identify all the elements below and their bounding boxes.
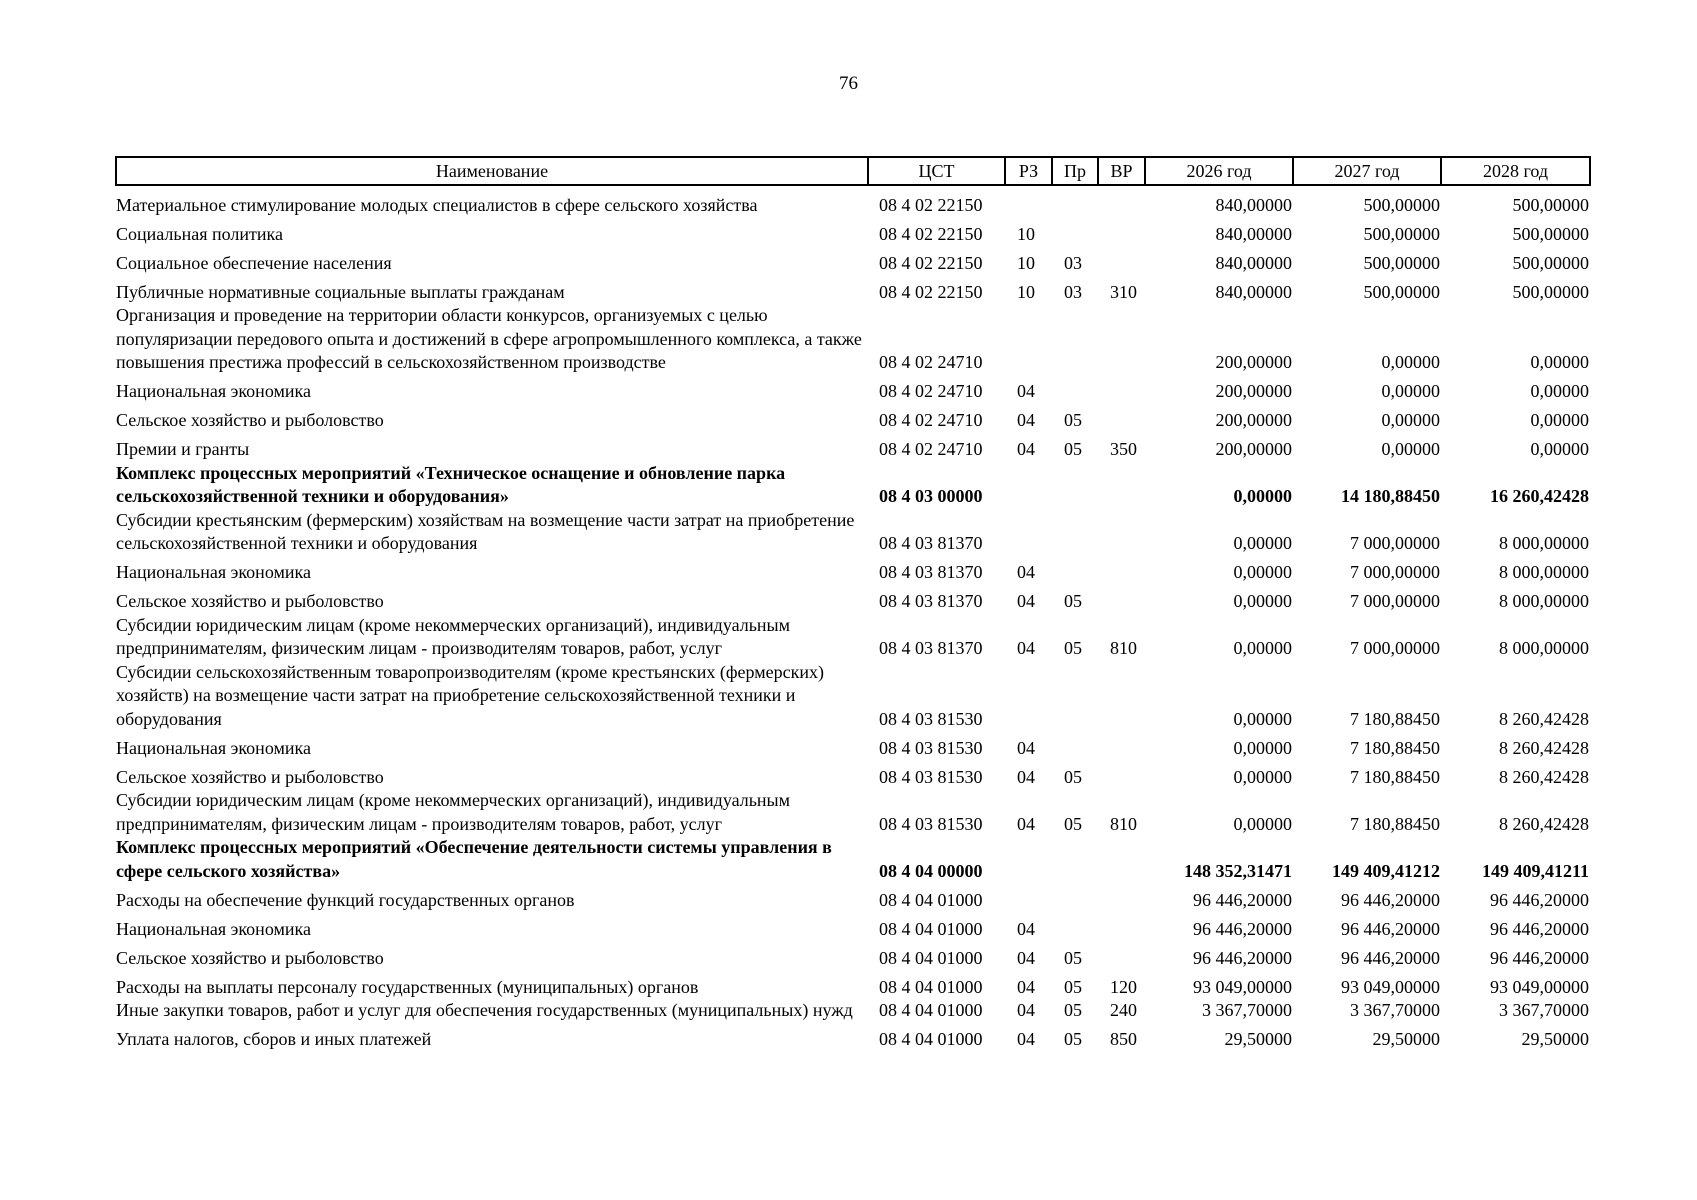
cell-2028: 8 260,42428 — [1499, 813, 1589, 834]
cell-vr — [1098, 760, 1145, 789]
cell-2026: 29,50000 — [1224, 1029, 1292, 1049]
cell-name: Публичные нормативные социальные выплаты гражданам — [116, 281, 565, 302]
cell-2026: 148 352,31471 — [1184, 860, 1292, 881]
table-row — [116, 883, 1590, 912]
cell-cst: 08 4 02 22150 — [879, 281, 983, 302]
cell-cst: 08 4 02 24710 — [879, 410, 983, 430]
cell-2026: 840,00000 — [1215, 194, 1292, 215]
cell-cst: 08 4 03 81370 — [879, 562, 983, 582]
cell-2028: 8 260,42428 — [1499, 737, 1589, 758]
header-rz: РЗ — [1005, 157, 1052, 185]
cell-name: Сельское хозяйство и рыболовство — [116, 766, 384, 787]
page-number: 76 — [839, 73, 858, 94]
cell-rz: 04 — [1017, 1000, 1035, 1020]
cell-vr: 350 — [1110, 439, 1137, 459]
cell-rz: 04 — [1017, 947, 1035, 968]
cell-2027: 0,00000 — [1381, 439, 1440, 459]
cell-pr: 05 — [1064, 1029, 1082, 1049]
cell-2026: 0,00000 — [1233, 486, 1292, 506]
cell-vr — [1098, 661, 1145, 732]
cell-rz: 04 — [1017, 1029, 1035, 1049]
cell-rz — [1005, 509, 1052, 556]
cell-name: Расходы на обеспечение функций государственных органов — [116, 889, 575, 910]
cell-cst: 08 4 04 01000 — [879, 1029, 983, 1049]
table-row — [116, 941, 1590, 970]
cell-2028: 500,00000 — [1512, 194, 1589, 215]
table-row — [116, 999, 1590, 1023]
cell-vr — [1098, 185, 1145, 217]
cell-rz: 04 — [1017, 737, 1035, 758]
cell-pr — [1052, 661, 1098, 732]
cell-vr — [1098, 941, 1145, 970]
header-vr: ВР — [1098, 157, 1145, 185]
cell-2026: 3 367,70000 — [1202, 1000, 1292, 1020]
table-row — [116, 404, 1590, 433]
cell-2026: 96 446,20000 — [1193, 889, 1292, 910]
cell-name: Субсидии крестьянским (фермерским) хозяйствам на возмещение части затрат на приобретение сельскохозяйственной техники и оборудования — [116, 509, 855, 553]
cell-name: Комплекс процессных мероприятий «Техническое оснащение и обновление парка сельскохозяйственной техники и оборудования» — [116, 462, 786, 506]
cell-2027: 0,00000 — [1381, 381, 1440, 401]
table-row — [116, 246, 1590, 275]
cell-name: Расходы на выплаты персоналу государственных (муниципальных) органов — [116, 976, 699, 997]
cell-name: Организация и проведение на территории области конкурсов, организуемых с целью популяризации передового опыта и достижений в сфере агропромышленного комплекса, а также повышения престижа профессий в сельскохозяйственном производстве — [116, 305, 862, 372]
cell-2028: 29,50000 — [1521, 1029, 1589, 1049]
table-row — [116, 462, 1590, 509]
cell-pr: 05 — [1064, 813, 1082, 834]
cell-2027: 29,50000 — [1372, 1029, 1440, 1049]
cell-pr — [1052, 731, 1098, 760]
cell-2026: 200,00000 — [1215, 410, 1292, 430]
cell-name: Социальная политика — [116, 223, 283, 244]
cell-cst: 08 4 03 81530 — [879, 737, 983, 758]
cell-cst: 08 4 02 24710 — [879, 352, 983, 372]
cell-pr: 05 — [1064, 591, 1082, 611]
cell-rz: 04 — [1017, 638, 1035, 658]
cell-2028: 8 260,42428 — [1499, 766, 1589, 787]
cell-2028: 93 049,00000 — [1490, 976, 1589, 997]
table-row — [116, 217, 1590, 246]
cell-2027: 500,00000 — [1363, 223, 1440, 244]
cell-2028: 8 000,00000 — [1499, 638, 1589, 658]
cell-vr — [1098, 556, 1145, 585]
cell-vr — [1098, 585, 1145, 614]
cell-cst: 08 4 02 24710 — [879, 381, 983, 401]
cell-2027: 500,00000 — [1363, 252, 1440, 273]
cell-vr — [1098, 731, 1145, 760]
cell-cst: 08 4 03 81370 — [879, 638, 983, 658]
cell-pr: 03 — [1064, 281, 1082, 302]
cell-vr: 810 — [1110, 638, 1137, 658]
cell-rz: 04 — [1017, 591, 1035, 611]
cell-name: Иные закупки товаров, работ и услуг для обеспечения государственных (муниципальных) нужд — [116, 1000, 853, 1020]
cell-vr: 850 — [1110, 1029, 1137, 1049]
table-body — [116, 185, 1590, 1052]
table-row — [116, 912, 1590, 941]
cell-vr — [1098, 912, 1145, 941]
cell-rz — [1005, 462, 1052, 509]
cell-2026: 200,00000 — [1215, 381, 1292, 401]
cell-name: Комплекс процессных мероприятий «Обеспечение деятельности системы управления в сфере сельского хозяйства» — [116, 837, 832, 881]
cell-pr: 05 — [1064, 439, 1082, 459]
cell-2027: 500,00000 — [1363, 194, 1440, 215]
table-row — [116, 836, 1590, 883]
cell-vr — [1098, 246, 1145, 275]
cell-name: Субсидии юридическим лицам (кроме некоммерческих организаций), индивидуальным предпринимателям, физическим лицам - производителям товаров, работ, услуг — [116, 790, 791, 834]
cell-2026: 0,00000 — [1233, 638, 1292, 658]
cell-cst: 08 4 03 81370 — [879, 591, 983, 611]
cell-pr: 05 — [1064, 1000, 1082, 1020]
cell-2027: 3 367,70000 — [1350, 1000, 1440, 1020]
table-row — [116, 970, 1590, 999]
cell-2027: 93 049,00000 — [1341, 976, 1440, 997]
cell-2026: 200,00000 — [1215, 439, 1292, 459]
cell-2027: 14 180,88450 — [1341, 486, 1440, 506]
cell-name: Субсидии юридическим лицам (кроме некоммерческих организаций), индивидуальным предпринимателям, физическим лицам - производителям товаров, работ, услуг — [116, 614, 791, 658]
cell-vr: 810 — [1110, 813, 1137, 834]
cell-2027: 500,00000 — [1363, 281, 1440, 302]
cell-name: Социальное обеспечение населения — [116, 252, 392, 273]
cell-2026: 0,00000 — [1233, 766, 1292, 787]
cell-2027: 0,00000 — [1381, 410, 1440, 430]
cell-2026: 0,00000 — [1233, 708, 1292, 729]
cell-rz: 04 — [1017, 381, 1035, 401]
cell-pr — [1052, 912, 1098, 941]
cell-cst: 08 4 02 22150 — [879, 194, 983, 215]
table-row — [116, 556, 1590, 585]
cell-2028: 0,00000 — [1530, 410, 1589, 430]
cell-2028: 0,00000 — [1530, 381, 1589, 401]
cell-2026: 0,00000 — [1233, 562, 1292, 582]
cell-2028: 0,00000 — [1530, 439, 1589, 459]
cell-2026: 0,00000 — [1233, 737, 1292, 758]
header-cst: ЦСТ — [868, 157, 1005, 185]
cell-2028: 8 000,00000 — [1499, 562, 1589, 582]
table-row — [116, 614, 1590, 661]
cell-2028: 8 000,00000 — [1499, 533, 1589, 553]
cell-name: Материальное стимулирование молодых специалистов в сфере сельского хозяйства — [116, 194, 758, 215]
cell-vr — [1098, 883, 1145, 912]
cell-2028: 500,00000 — [1512, 223, 1589, 244]
cell-2027: 7 180,88450 — [1350, 766, 1440, 787]
cell-2027: 96 446,20000 — [1341, 947, 1440, 968]
cell-name: Субсидии сельскохозяйственным товаропроизводителям (кроме крестьянских (фермерских) хозяйств) на возмещение части затрат на приобретение сельскохозяйственной техники и оборудования — [116, 661, 824, 729]
cell-vr — [1098, 217, 1145, 246]
cell-rz: 04 — [1017, 562, 1035, 582]
cell-rz: 04 — [1017, 976, 1035, 997]
cell-2028: 3 367,70000 — [1499, 1000, 1589, 1020]
cell-vr — [1098, 462, 1145, 509]
cell-2026: 0,00000 — [1233, 591, 1292, 611]
table-row — [116, 433, 1590, 462]
cell-vr — [1098, 509, 1145, 556]
cell-2027: 7 180,88450 — [1350, 737, 1440, 758]
cell-2027: 96 446,20000 — [1341, 889, 1440, 910]
cell-rz — [1005, 883, 1052, 912]
cell-rz: 10 — [1017, 281, 1035, 302]
cell-name: Сельское хозяйство и рыболовство — [116, 410, 384, 430]
header-2028: 2028 год — [1441, 157, 1590, 185]
table-row — [116, 760, 1590, 789]
cell-rz: 04 — [1017, 766, 1035, 787]
cell-2027: 0,00000 — [1381, 352, 1440, 372]
cell-2028: 0,00000 — [1530, 352, 1589, 372]
header-2026: 2026 год — [1145, 157, 1293, 185]
cell-2027: 7 000,00000 — [1350, 591, 1440, 611]
cell-vr — [1098, 836, 1145, 883]
cell-cst: 08 4 02 22150 — [879, 252, 983, 273]
cell-cst: 08 4 03 81530 — [879, 708, 983, 729]
table-row — [116, 375, 1590, 404]
table-row — [116, 275, 1590, 304]
header-name: Наименование — [116, 157, 868, 185]
cell-2026: 840,00000 — [1215, 223, 1292, 244]
cell-2027: 7 000,00000 — [1350, 562, 1440, 582]
cell-cst: 08 4 02 24710 — [879, 439, 983, 459]
cell-rz: 04 — [1017, 439, 1035, 459]
header-pr: Пр — [1052, 157, 1098, 185]
table-row — [116, 789, 1590, 836]
table-row — [116, 185, 1590, 217]
cell-cst: 08 4 04 00000 — [879, 860, 983, 881]
table-row — [116, 509, 1590, 556]
table-row — [116, 1023, 1590, 1052]
cell-rz: 04 — [1017, 410, 1035, 430]
cell-cst: 08 4 03 00000 — [879, 486, 983, 506]
cell-2027: 149 409,41212 — [1332, 860, 1440, 881]
header-row — [116, 157, 1590, 185]
cell-rz — [1005, 661, 1052, 732]
cell-cst: 08 4 04 01000 — [879, 947, 983, 968]
cell-rz — [1005, 304, 1052, 375]
cell-pr — [1052, 375, 1098, 404]
cell-name: Национальная экономика — [116, 562, 311, 582]
cell-2028: 16 260,42428 — [1490, 486, 1589, 506]
cell-vr: 120 — [1110, 976, 1137, 997]
cell-rz: 10 — [1017, 252, 1035, 273]
cell-cst: 08 4 02 22150 — [879, 223, 983, 244]
cell-name: Национальная экономика — [116, 737, 311, 758]
cell-2028: 96 446,20000 — [1490, 947, 1589, 968]
cell-2026: 840,00000 — [1215, 281, 1292, 302]
cell-2026: 200,00000 — [1215, 352, 1292, 372]
cell-pr — [1052, 836, 1098, 883]
cell-2028: 500,00000 — [1512, 281, 1589, 302]
cell-2028: 96 446,20000 — [1490, 889, 1589, 910]
cell-name: Национальная экономика — [116, 918, 311, 939]
cell-vr — [1098, 375, 1145, 404]
cell-rz: 04 — [1017, 918, 1035, 939]
cell-name: Премии и гранты — [116, 439, 250, 459]
cell-2027: 7 180,88450 — [1350, 708, 1440, 729]
cell-cst: 08 4 04 01000 — [879, 889, 983, 910]
cell-name: Уплата налогов, сборов и иных платежей — [116, 1029, 432, 1049]
cell-cst: 08 4 04 01000 — [879, 918, 983, 939]
cell-name: Сельское хозяйство и рыболовство — [116, 591, 384, 611]
cell-2028: 8 260,42428 — [1499, 708, 1589, 729]
cell-2028: 96 446,20000 — [1490, 918, 1589, 939]
cell-2026: 0,00000 — [1233, 813, 1292, 834]
cell-pr — [1052, 883, 1098, 912]
cell-cst: 08 4 03 81530 — [879, 813, 983, 834]
cell-pr — [1052, 304, 1098, 375]
cell-2027: 7 000,00000 — [1350, 533, 1440, 553]
table-row — [116, 731, 1590, 760]
header-2027: 2027 год — [1293, 157, 1441, 185]
table-row — [116, 304, 1590, 375]
cell-2028: 8 000,00000 — [1499, 591, 1589, 611]
cell-vr: 310 — [1110, 281, 1137, 302]
cell-name: Национальная экономика — [116, 381, 311, 401]
table-row — [116, 661, 1590, 732]
table-header — [116, 157, 1590, 185]
cell-pr: 05 — [1064, 638, 1082, 658]
cell-2028: 500,00000 — [1512, 252, 1589, 273]
cell-2027: 7 000,00000 — [1350, 638, 1440, 658]
cell-2027: 96 446,20000 — [1341, 918, 1440, 939]
cell-pr: 05 — [1064, 766, 1082, 787]
cell-2026: 96 446,20000 — [1193, 918, 1292, 939]
cell-2026: 0,00000 — [1233, 533, 1292, 553]
cell-pr — [1052, 185, 1098, 217]
cell-pr: 05 — [1064, 410, 1082, 430]
cell-pr — [1052, 462, 1098, 509]
cell-pr: 05 — [1064, 976, 1082, 997]
table-row — [116, 585, 1590, 614]
cell-2028: 149 409,41211 — [1481, 860, 1589, 881]
cell-vr — [1098, 304, 1145, 375]
cell-pr — [1052, 509, 1098, 556]
cell-rz: 10 — [1017, 223, 1035, 244]
cell-2026: 840,00000 — [1215, 252, 1292, 273]
cell-rz — [1005, 836, 1052, 883]
cell-rz — [1005, 185, 1052, 217]
cell-pr — [1052, 217, 1098, 246]
cell-cst: 08 4 03 81370 — [879, 533, 983, 553]
cell-vr: 240 — [1110, 1000, 1137, 1020]
cell-2026: 93 049,00000 — [1193, 976, 1292, 997]
cell-2026: 96 446,20000 — [1193, 947, 1292, 968]
cell-2027: 7 180,88450 — [1350, 813, 1440, 834]
cell-cst: 08 4 03 81530 — [879, 766, 983, 787]
cell-pr: 03 — [1064, 252, 1082, 273]
cell-vr — [1098, 404, 1145, 433]
cell-name: Сельское хозяйство и рыболовство — [116, 947, 384, 968]
cell-cst: 08 4 04 01000 — [879, 1000, 983, 1020]
cell-cst: 08 4 04 01000 — [879, 976, 983, 997]
cell-rz: 04 — [1017, 813, 1035, 834]
cell-pr: 05 — [1064, 947, 1082, 968]
budget-table — [115, 156, 1591, 1052]
cell-pr — [1052, 556, 1098, 585]
